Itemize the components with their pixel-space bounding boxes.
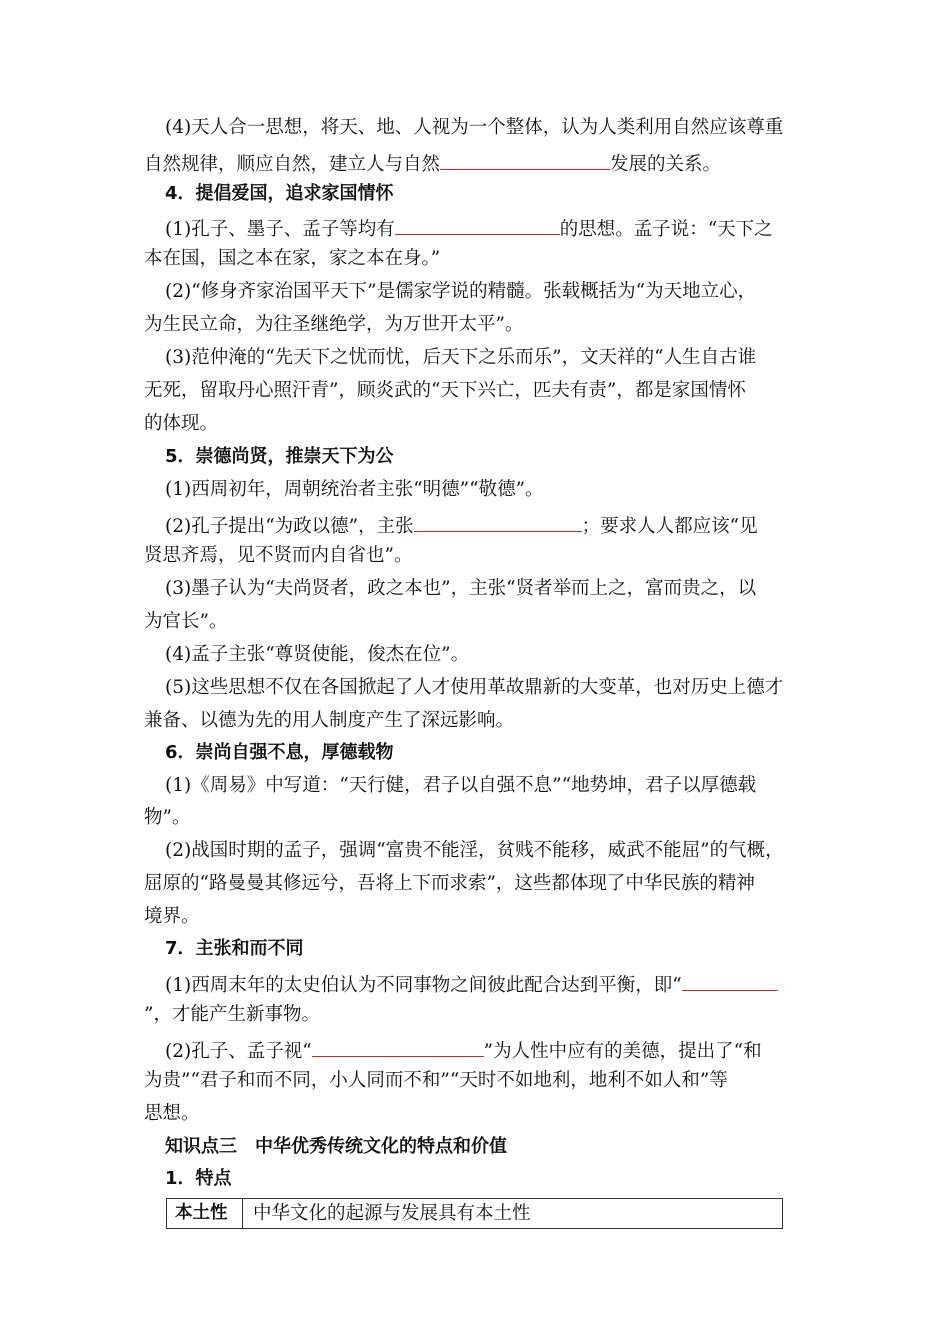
fill-blank[interactable] xyxy=(440,149,610,170)
section-heading: 7．主张和而不同 xyxy=(165,938,304,959)
section-heading: 5．崇德尚贤，推崇天下为公 xyxy=(165,446,394,467)
text-segment: (1)西周末年的太史伯认为不同事物之间彼此配合达到平衡，即“ xyxy=(165,975,682,996)
text-line: 物”。 xyxy=(144,807,191,828)
text-line xyxy=(144,149,721,177)
text-line: 屈原的“路曼曼其修远兮，吾将上下而求索”，这些都体现了中华民族的精神 xyxy=(144,873,755,894)
section-heading: 4．提倡爱国，追求家国情怀 xyxy=(165,183,394,204)
text-line: (4)天人合一思想，将天、地、人视为一个整体，认为人类利用自然应该尊重 xyxy=(165,117,784,138)
text-line: (5)这些思想不仅在各国掀起了人才使用革故鼎新的大变革，也对历史上德才 xyxy=(165,677,784,698)
subsection-heading: 1．特点 xyxy=(165,1168,232,1189)
text-line: (3)墨子认为“夫尚贤者，政之本也”，主张“贤者举而上之，富而贵之，以 xyxy=(165,578,757,599)
text-line: ”，才能产生新事物。 xyxy=(144,1004,320,1025)
text-segment: (2)孔子提出“为政以德”，主张 xyxy=(165,516,414,537)
text-line: (1)西周初年，周朝统治者主张“明德”“敬德”。 xyxy=(165,479,544,500)
text-segment: 自然规律，顺应自然，建立人与自然 xyxy=(144,154,441,175)
table-row-text: 中华文化的起源与发展具有本土性 xyxy=(253,1203,531,1224)
text-segment: ”为人性中应有的美德，提出了“和 xyxy=(483,1041,762,1062)
table-row-label: 本土性 xyxy=(167,1199,243,1228)
text-line: 的体现。 xyxy=(144,413,219,434)
text-segment: ；要求人人都应该“见 xyxy=(581,516,758,537)
fill-blank[interactable] xyxy=(395,214,560,235)
text-line: 无死，留取丹心照汗青”，顾炎武的“天下兴亡，匹夫有责”，都是家国情怀 xyxy=(144,380,746,401)
fill-blank[interactable] xyxy=(682,970,778,991)
text-line: (3)范仲淹的“先天下之忧而忧，后天下之乐而乐”，文天祥的“人生自古谁 xyxy=(165,347,757,368)
text-line: 为生民立命，为往圣继绝学，为万世开太平”。 xyxy=(144,314,524,335)
text-line xyxy=(165,214,773,242)
text-segment: (1)孔子、墨子、孟子等均有 xyxy=(165,219,395,240)
knowledge-point-heading: 知识点三 中华优秀传统文化的特点和价值 xyxy=(165,1136,507,1157)
text-line xyxy=(165,1036,762,1064)
text-segment: 的思想。孟子说：“天下之 xyxy=(559,219,773,240)
fill-blank[interactable] xyxy=(312,1036,484,1057)
text-line: 本在国，国之本在家，家之本在身。” xyxy=(144,248,441,269)
text-line: 思想。 xyxy=(144,1103,200,1124)
features-table xyxy=(166,1198,783,1229)
text-line xyxy=(165,511,758,539)
text-line: 兼备、以德为先的用人制度产生了深远影响。 xyxy=(144,710,515,731)
text-line: 贤思齐焉，见不贤而内自省也”。 xyxy=(144,545,413,566)
text-segment: 发展的关系。 xyxy=(610,154,722,175)
text-line: (2)“修身齐家治国平天下”是儒家学说的精髓。张载概括为“为天地立心， xyxy=(165,281,757,302)
text-segment: (2)孔子、孟子视“ xyxy=(165,1041,312,1062)
section-heading: 6．崇尚自强不息，厚德载物 xyxy=(165,742,394,763)
text-line: 境界。 xyxy=(144,906,200,927)
text-line xyxy=(165,970,778,998)
text-line: (2)战国时期的孟子，强调“富贵不能淫，贫贱不能移，威武不能屈”的气概， xyxy=(165,840,784,861)
text-line: (1)《周易》中写道：“天行健，君子以自强不息”“地势坤，君子以厚德载 xyxy=(165,775,757,796)
text-line: 为官长”。 xyxy=(144,611,228,632)
text-line: (4)孟子主张“尊贤使能，俊杰在位”。 xyxy=(165,644,470,665)
text-line: 为贵”“君子和而不同，小人同而不和”“天时不如地利，地利不如人和”等 xyxy=(144,1070,728,1091)
fill-blank[interactable] xyxy=(414,511,582,532)
